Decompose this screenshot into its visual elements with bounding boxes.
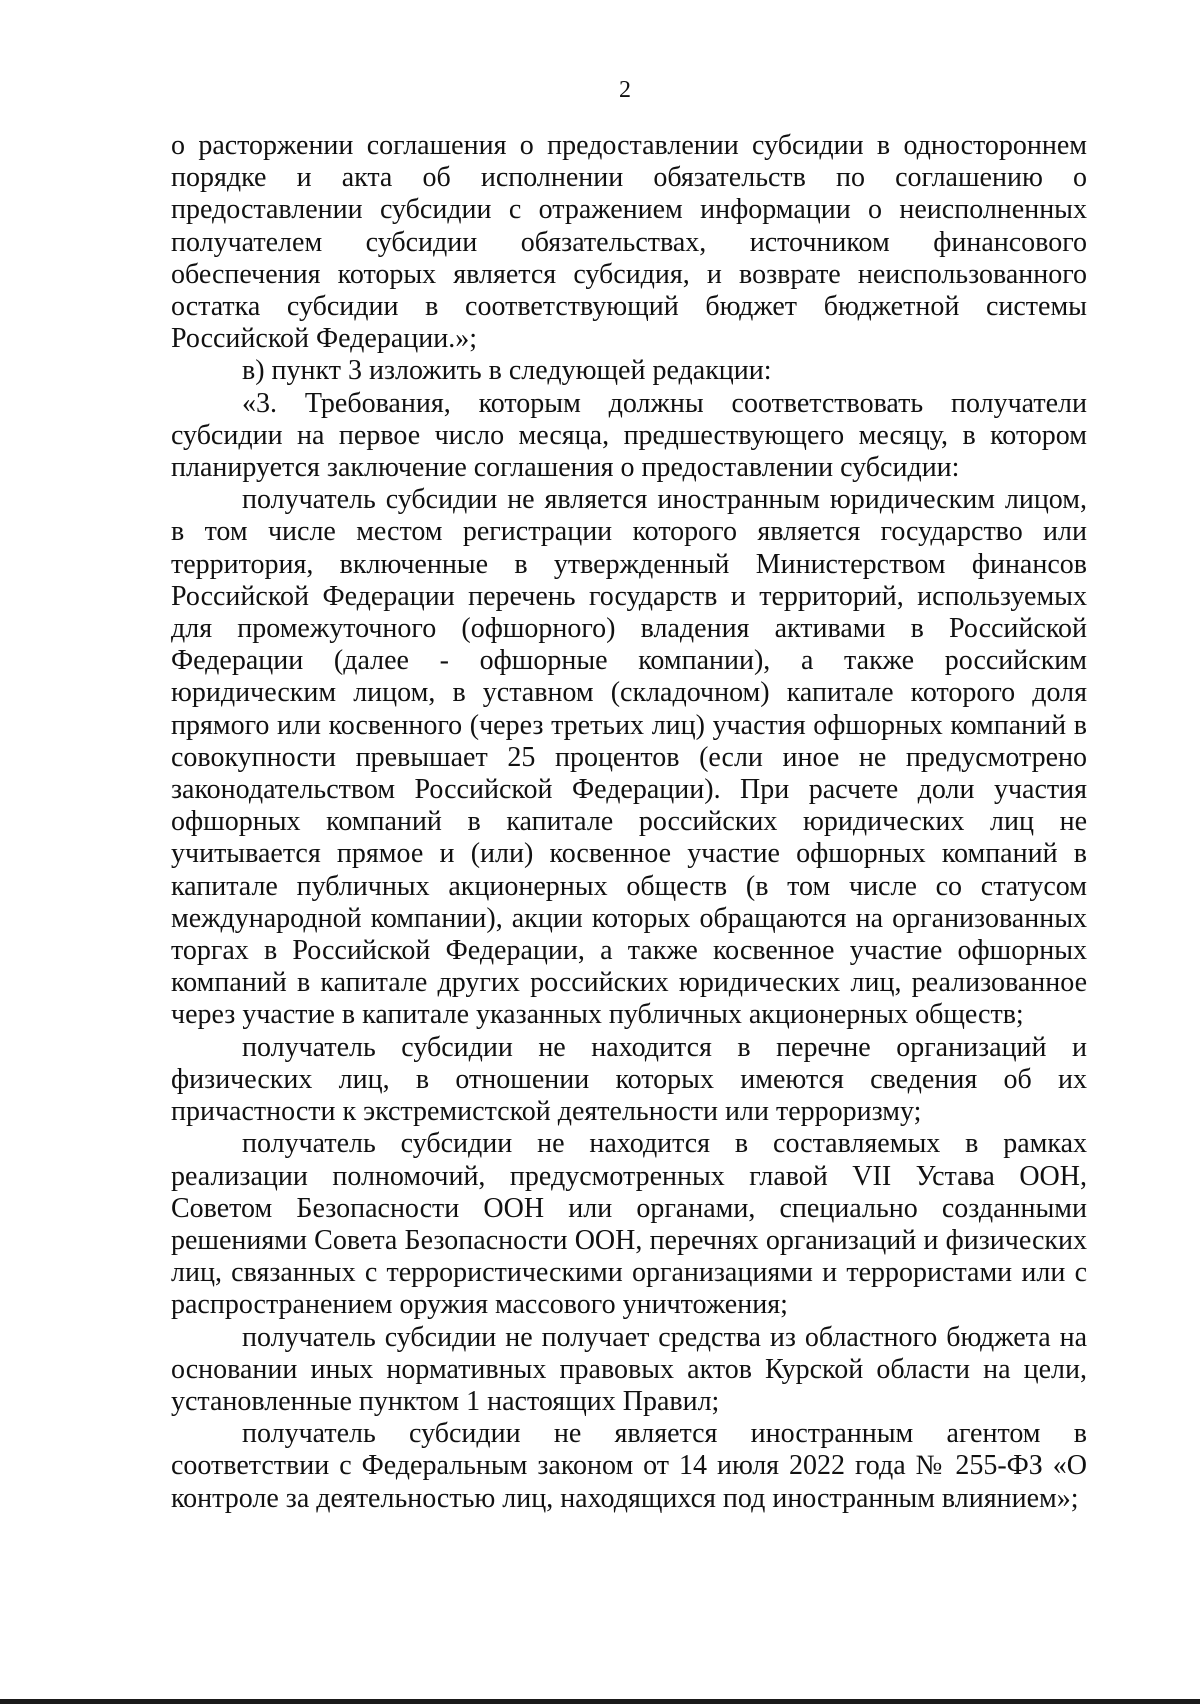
page-number: 2 (619, 77, 631, 103)
document-body (171, 130, 1087, 1515)
paragraph-requirement-foreign-agent: получатель субсидии не является иностранным агентом в соответствии с Федеральным законом от 14 июля 2022 года № 255-ФЗ «О контроле за деятельностью лиц, находящихся под иностранным влиянием»; (171, 1418, 1087, 1514)
paragraph-requirement-budget: получатель субсидии не получает средства из областного бюджета на основании иных нормативных правовых актов Курской области на цели, установленные пунктом 1 настоящих Правил; (171, 1321, 1087, 1417)
paragraph-requirements-header: «3. Требования, которым должны соответствовать получатели субсидии на первое число месяца, предшествующего месяцу, в котором планируется заключение соглашения о предоставлении субсидии: (171, 387, 1087, 484)
bottom-edge-line (0, 1699, 1200, 1704)
paragraph-requirement-extremism: получатель субсидии не находится в перечне организаций и физических лиц, в отношении которых имеются сведения об их причастности к экстремистской деятельности или терроризму; (171, 1031, 1087, 1128)
paragraph-requirement-offshore: получатель субсидии не является иностранным юридическим лицом, в том числе местом регистрации которого является государство или территория, включенные в утвержденный Министерством финансов Российской Федерации перечень государств и территорий, используемых для промежуточного (офшорного) владения активами в Российской Федерации (далее - офшорные компании), а также российским юридическим лицом, в уставном (складочном) капитале которого доля прямого или косвенного (через третьих лиц) участия офшорных компаний в совокупности превышает 25 процентов (если иное не предусмотрено законодательством Российской Федерации). При расчете доли участия офшорных компаний в капитале российских юридических лиц не учитывается прямое и (или) косвенное участие офшорных компаний в капитале публичных акционерных обществ (в том числе со статусом международной компании), акции которых обращаются на организованных торгах в Российской Федерации, а также косвенное участие офшорных компаний в капитале других российских юридических лиц, реализованное через участие в капитале указанных публичных акционерных обществ; (171, 484, 1087, 1031)
paragraph-continuation: о расторжении соглашения о предоставлении субсидии в одностороннем порядке и акта об исполнении обязательств по соглашению о предоставлении субсидии с отражением информации о неисполненных получателем субсидии обязательствах, источником финансового обеспечения которых является субсидия, и возврате неиспользованного остатка субсидии в соответствующий бюджет бюджетной системы Российской Федерации.»; (171, 130, 1087, 355)
paragraph-requirement-un-lists: получатель субсидии не находится в составляемых в рамках реализации полномочий, предусмотренных главой VII Устава ООН, Советом Безопасности ООН или органами, специально созданными решениями Совета Безопасности ООН, перечнях организаций и физических лиц, связанных с террористическими организациями и террористами или с распространением оружия массового уничтожения; (171, 1128, 1087, 1321)
paragraph-amendment-intro: в) пункт 3 изложить в следующей редакции: (242, 355, 772, 387)
